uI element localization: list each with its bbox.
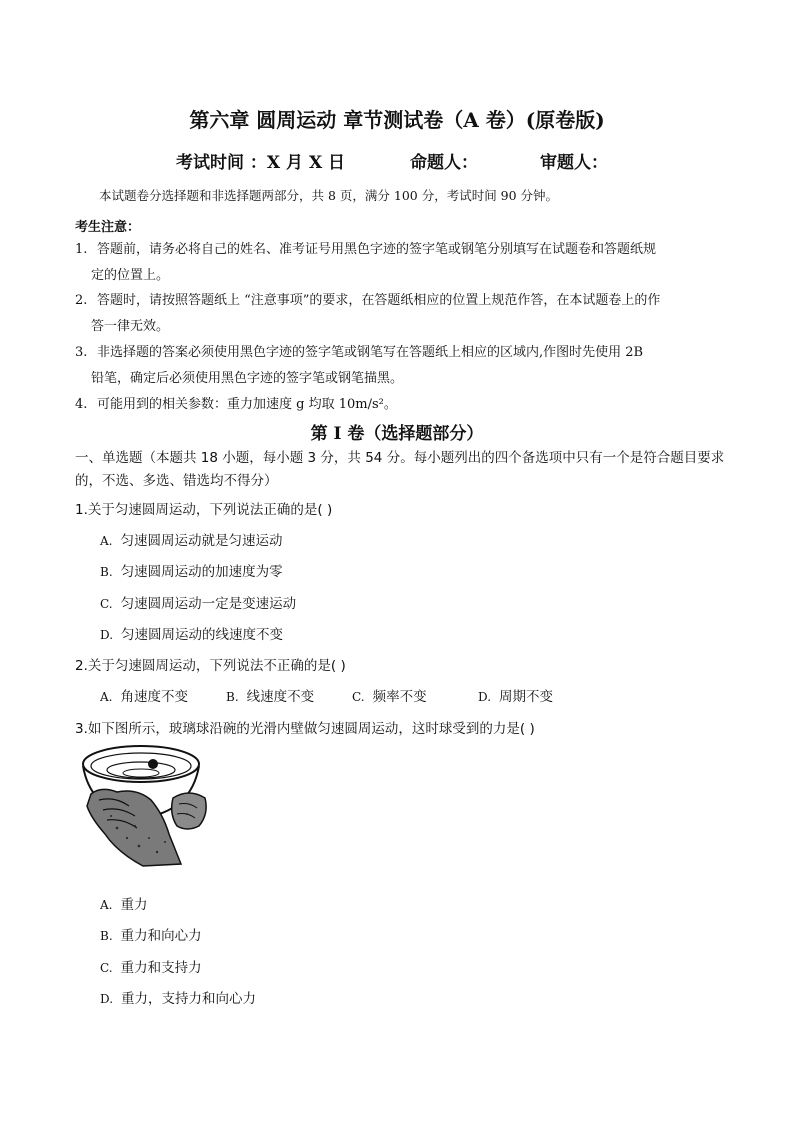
notice-item [75, 392, 725, 418]
notice-item [75, 237, 725, 289]
option-text: 重力和向心力 [120, 928, 202, 944]
author-label: 命题人： [410, 153, 478, 173]
question-3-stem: 3.如下图所示，玻璃球沿碗的光滑内壁做匀速圆周运动，这时球受到的力是( ) [75, 721, 535, 737]
notice-text: 答题时，请按照答题纸上 “注意事项”的要求，在答题纸相应的位置上规范作答，在本试题卷上的作 [97, 293, 661, 308]
option-text: 重力 [120, 897, 148, 913]
option-text: 线速度不变 [246, 689, 315, 705]
question-1-stem: 1.关于匀速圆周运动，下列说法正确的是( ) [75, 502, 333, 518]
option-text: 重力，支持力和向心力 [121, 991, 257, 1007]
exam-title: 第六章 圆周运动 章节测试卷（A 卷）(原卷版) [189, 108, 605, 132]
option-label: D. [100, 628, 114, 642]
reviewer-label: 审题人： [540, 153, 608, 173]
section-instructions: 一、单选题（本题共 18 小题，每小题 3 分，共 54 分。每小题列出的四个备选项中只有一个是符合题目要求的，不选、多选、错选均不得分） [75, 450, 725, 489]
option-text: 匀速圆周运动的线速度不变 [121, 627, 284, 643]
option-text: 匀速圆周运动就是匀速运动 [120, 533, 283, 549]
option-text: 匀速圆周运动的加速度为零 [120, 564, 283, 580]
question-1-option-a [100, 529, 282, 549]
section-title: 第 I 卷（选择题部分） [310, 424, 484, 444]
question-2-option-a [100, 685, 188, 705]
right-hand-icon [172, 793, 206, 829]
option-label: D. [478, 690, 492, 704]
question-2-option-d [478, 685, 553, 705]
notice-text: 答题前，请务必将自己的姓名、准考证号用黑色字迹的签字笔或钢笔分别填写在试题卷和答题纸规 [97, 242, 657, 257]
option-text: 重力和支持力 [120, 960, 202, 976]
option-label: B. [226, 690, 239, 704]
notice-item [75, 288, 725, 340]
option-text: 频率不变 [372, 689, 427, 705]
option-label: A. [100, 534, 113, 548]
bowl-in-hands-figure [77, 742, 211, 868]
exam-intro: 本试题卷分选择题和非选择题两部分，共 8 页，满分 100 分，考试时间 90 分钟。 [99, 188, 559, 203]
question-3-option-c [100, 956, 202, 976]
left-hand-icon [87, 789, 181, 866]
option-label: A. [100, 690, 113, 704]
option-text: 周期不变 [499, 689, 554, 705]
notice-number: 4. [75, 397, 88, 412]
option-label: D. [100, 992, 114, 1006]
notice-text-continued: 铅笔，确定后必须使用黑色字迹的签字笔或钢笔描黑。 [91, 371, 404, 386]
notice-number: 2. [75, 293, 88, 308]
question-2-stem: 2.关于匀速圆周运动，下列说法不正确的是( ) [75, 658, 346, 674]
option-label: B. [100, 565, 113, 579]
option-label: C. [100, 961, 113, 975]
notice-text-continued: 答一律无效。 [91, 319, 170, 334]
question-2-option-b [226, 685, 314, 705]
option-label: C. [100, 597, 113, 611]
option-text: 角速度不变 [120, 689, 188, 705]
notice-number: 3. [75, 345, 88, 360]
question-1-option-b [100, 560, 283, 580]
question-1-option-d [100, 623, 283, 643]
notice-text: 可能用到的相关参数：重力加速度 g 均取 10m/s²。 [97, 397, 397, 412]
glass-ball-icon [148, 759, 158, 769]
option-text: 匀速圆周运动一定是变速运动 [120, 596, 297, 612]
notice-heading: 考生注意： [75, 220, 141, 235]
option-label: B. [100, 929, 113, 943]
notice-item [75, 340, 725, 392]
notice-text-continued: 定的位置上。 [91, 268, 170, 283]
question-2-option-c [352, 685, 427, 705]
question-3-option-d [100, 987, 256, 1007]
bowl-illustration [77, 742, 211, 868]
option-label: A. [100, 898, 113, 912]
notice-number: 1. [75, 242, 88, 257]
question-3-option-a [100, 893, 147, 913]
option-label: C. [352, 690, 365, 704]
question-3-option-b [100, 924, 202, 944]
notice-text: 非选择题的答案必须使用黑色字迹的签字笔或钢笔写在答题纸上相应的区域内,作图时先使用 2B [97, 345, 644, 360]
question-1-option-c [100, 592, 296, 612]
exam-time-label: 考试时间 ：X 月 X 日 [176, 153, 346, 173]
